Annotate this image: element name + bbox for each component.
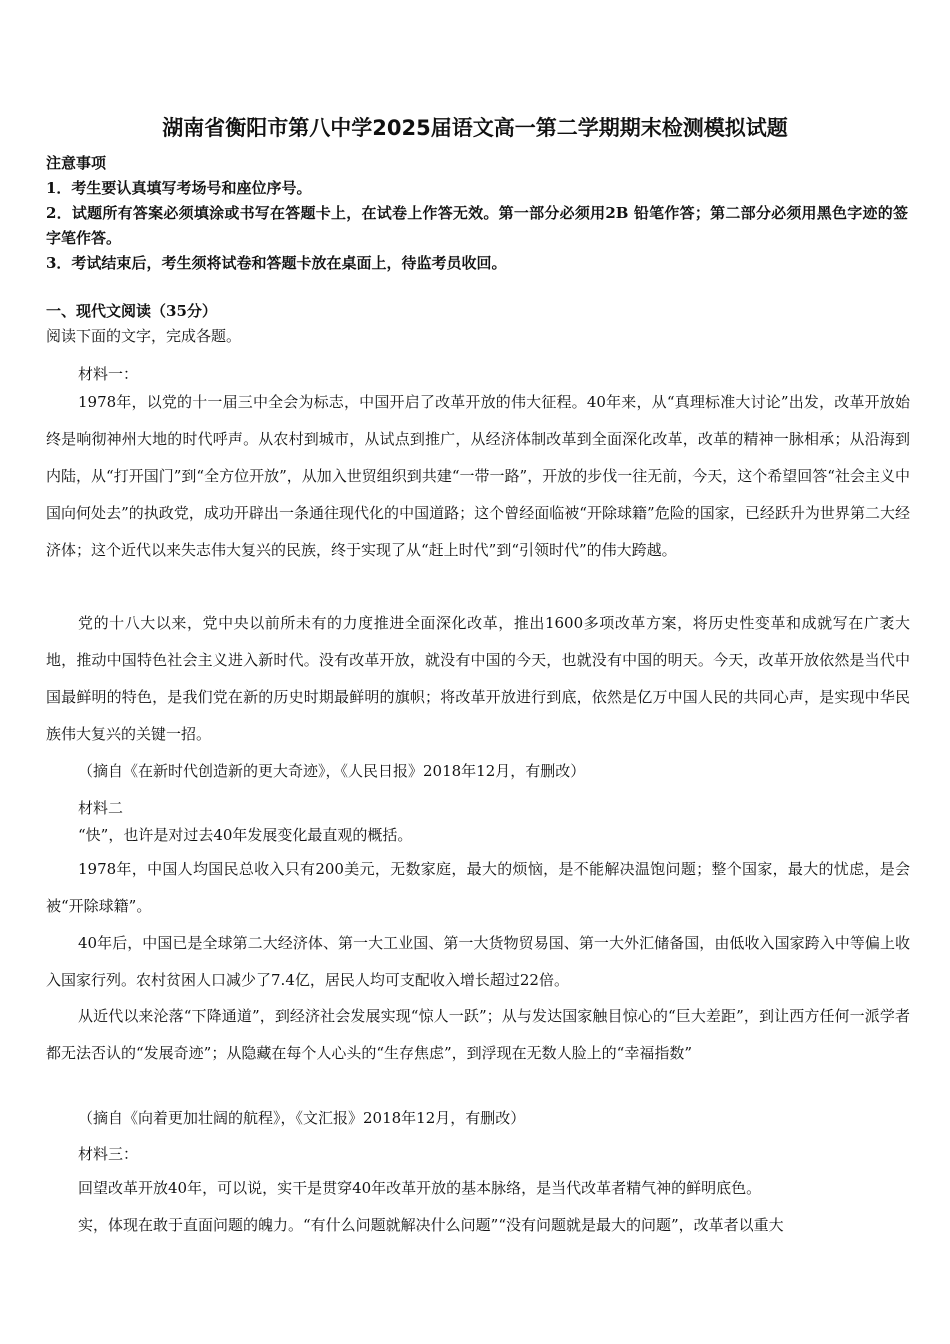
material3-paragraph-2: 实，体现在敢于直面问题的魄力。“有什么问题就解决什么问题”“没有问题就是最大的问题”，改革者以重大 [78, 1216, 784, 1234]
notice-item-3: 3．考试结束后，考生须将试卷和答题卡放在桌面上，待监考员收回。 [46, 254, 507, 272]
material3-label: 材料三： [78, 1145, 139, 1163]
notice-item-2: 2．试题所有答案必须填涂或书写在答题卡上，在试卷上作答无效。第一部分必须用2B 铅笔作答；第二部分必须用黑色字迹的签字笔作答。 [46, 204, 908, 247]
material1-label: 材料一： [78, 365, 139, 383]
material1-paragraph-2: 党的十八大以来，党中央以前所未有的力度推进全面深化改革，推出1600多项改革方案，将历史性变革和成就写在广袤大地，推动中国特色社会主义进入新时代。没有改革开放，就没有中国的今天，也就没有中国的明天。今天，改革开放依然是当代中国最鲜明的特色，是我们党在新的历史时期最鲜明的旗帜；将改革开放进行到底，依然是亿万中国人民的共同心声，是实现中华民族伟大复兴的关键一招。 [46, 614, 910, 743]
material3-paragraph-1: 回望改革开放40年，可以说，实干是贯穿40年改革开放的基本脉络，是当代改革者精气神的鲜明底色。 [78, 1179, 762, 1197]
material2-paragraph-2: 1978年，中国人均国民总收入只有200美元，无数家庭，最大的烦恼，是不能解决温饱问题；整个国家，最大的忧虑，是会被“开除球籍”。 [46, 860, 910, 915]
section-heading: 一、现代文阅读（35分） [46, 302, 217, 320]
notice-item-1: 1．考生要认真填写考场号和座位序号。 [46, 179, 312, 197]
material1-source: （摘自《在新时代创造新的更大奇迹》，《人民日报》2018年12月，有删改） [78, 762, 586, 780]
section-instruction: 阅读下面的文字，完成各题。 [46, 327, 242, 345]
material2-paragraph-1: “快”，也许是对过去40年发展变化最直观的概括。 [78, 826, 413, 844]
material2-paragraph-3: 40年后，中国已是全球第二大经济体、第一大工业国、第一大货物贸易国、第一大外汇储备国，由低收入国家跨入中等偏上收入国家行列。农村贫困人口减少了7.4亿，居民人均可支配收入增长超过22倍。 [46, 934, 910, 989]
material1-paragraph-1: 1978年，以党的十一届三中全会为标志，中国开启了改革开放的伟大征程。40年来，从“真理标准大讨论”出发，改革开放始终是响彻神州大地的时代呼声。从农村到城市，从试点到推广，从经济体制改革到全面深化改革，改革的精神一脉相承；从沿海到内陆，从“打开国门”到“全方位开放”，从加入世贸组织到共建“一带一路”，开放的步伐一往无前，今天，这个希望回答“社会主义中国向何处去”的执政党，成功开辟出一条通往现代化的中国道路；这个曾经面临被“开除球籍”危险的国家，已经跃升为世界第二大经济体；这个近代以来失志伟大复兴的民族，终于实现了从“赶上时代”到“引领时代”的伟大跨越。 [46, 393, 910, 559]
page-title: 湖南省衡阳市第八中学2025届语文高一第二学期期末检测模拟试题 [162, 116, 788, 140]
material2-paragraph-4: 从近代以来沦落“下降通道”，到经济社会发展实现“惊人一跃”；从与发达国家触目惊心的“巨大差距”，到让西方任何一派学者都无法否认的“发展奇迹”；从隐藏在每个人心头的“生存焦虑”，到浮现在无数人脸上的“幸福指数” [46, 1007, 910, 1062]
notice-heading: 注意事项 [46, 154, 107, 172]
material2-label: 材料二 [78, 799, 124, 817]
material2-source: （摘自《向着更加壮阔的航程》，《文汇报》2018年12月，有删改） [78, 1109, 526, 1127]
